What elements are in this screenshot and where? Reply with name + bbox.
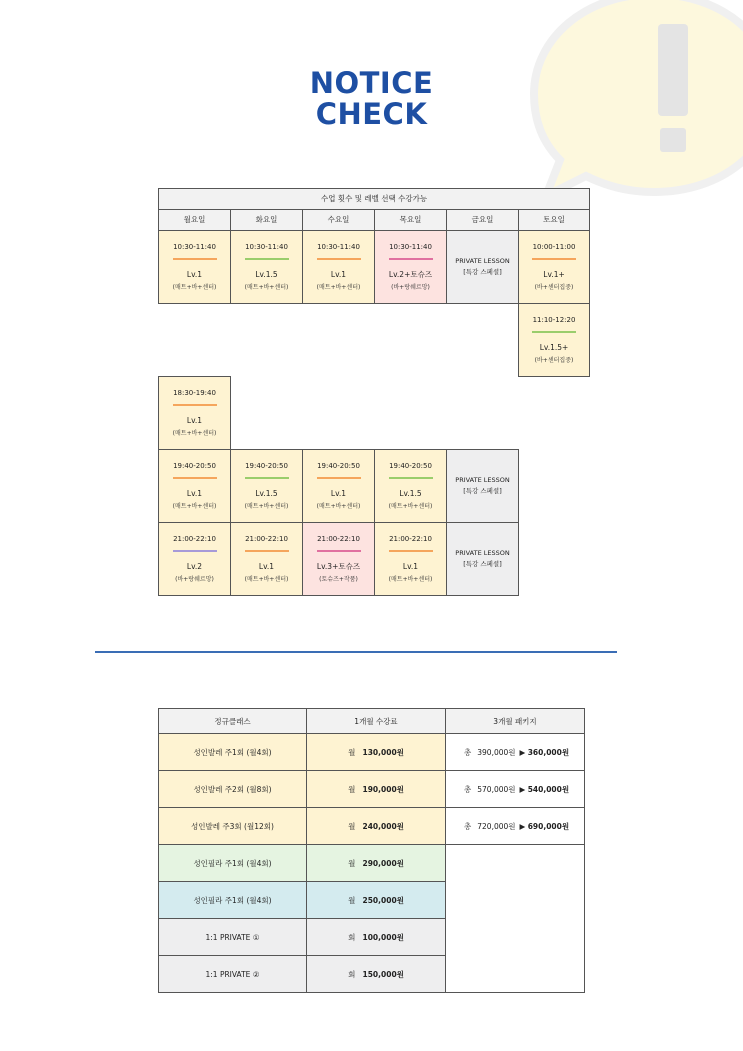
- class-time: 19:40-20:50: [389, 461, 432, 470]
- private-lesson-sub: [특강 스페셜]: [463, 560, 502, 568]
- class-level: Lv.1.5: [255, 488, 278, 498]
- private-lesson-label: PRIVATE LESSON: [455, 549, 510, 557]
- class-content: (매트+바+센터): [244, 502, 289, 510]
- class-time: 11:10-12:20: [532, 315, 576, 324]
- class-name: 성인필라 주1회 (월4회): [159, 882, 307, 919]
- class-level: Lv.1.5+: [539, 342, 569, 352]
- pricing-row: [159, 771, 585, 808]
- class-content: (매트+바+센터): [172, 283, 217, 291]
- class-level: Lv.1.5: [399, 488, 422, 498]
- class-time: 21:00-22:10: [173, 534, 216, 543]
- class-name: 성인발레 주3회 (월12회): [159, 808, 307, 845]
- day-header-row: [159, 210, 590, 231]
- pricing-header-row: [159, 709, 585, 734]
- page-title-line1: NOTICE: [309, 66, 434, 100]
- class-level: Lv.1: [186, 488, 203, 498]
- class-level: Lv.1+: [543, 269, 565, 279]
- pricing-row: [159, 734, 585, 771]
- class-slot: [159, 377, 231, 450]
- monthly-fee: 월 240,000원: [307, 808, 446, 845]
- pricing-row: [159, 845, 585, 882]
- class-name: 1:1 PRIVATE ②: [159, 956, 307, 993]
- private-lesson-label: PRIVATE LESSON: [455, 257, 510, 265]
- class-time: 10:30-11:40: [245, 242, 288, 251]
- class-content: (바+랑쉐르망): [175, 575, 214, 583]
- monthly-fee: 월 290,000원: [307, 845, 446, 882]
- day-header: 토요일: [519, 210, 590, 231]
- class-slot: [303, 231, 375, 304]
- private-lesson-slot: [447, 231, 519, 304]
- class-level: Lv.2: [186, 561, 203, 571]
- class-content: (매트+바+센터): [316, 283, 361, 291]
- class-slot: [519, 304, 590, 377]
- day-header: 목요일: [375, 210, 447, 231]
- class-slot: [231, 231, 303, 304]
- class-slot: [159, 231, 231, 304]
- class-level: Lv.1: [330, 488, 347, 498]
- private-lesson-sub: [특강 스페셜]: [463, 487, 502, 495]
- schedule-caption: 수업 횟수 및 레벨 선택 수강가능: [159, 189, 590, 210]
- class-level: Lv.1: [330, 269, 347, 279]
- pricing-row: [159, 808, 585, 845]
- class-content: (매트+바+센터): [244, 283, 289, 291]
- session-fee: 회 100,000원: [307, 919, 446, 956]
- class-content: (매트+바+센터): [388, 575, 433, 583]
- pricing-header: 1개월 수강료: [307, 709, 446, 734]
- class-content: (바+랑쉐르망): [391, 283, 430, 291]
- class-content: (바+센터집중): [534, 283, 574, 291]
- pricing-header: 3개월 패키지: [446, 709, 585, 734]
- class-content: (매트+바+센터): [172, 502, 217, 510]
- day-header: 화요일: [231, 210, 303, 231]
- class-time: 10:00-11:00: [532, 242, 576, 251]
- class-time: 21:00-22:10: [245, 534, 288, 543]
- class-slot: [375, 450, 447, 523]
- class-slot: [231, 450, 303, 523]
- class-time: 21:00-22:10: [389, 534, 432, 543]
- class-slot: [519, 231, 590, 304]
- package-price: 총 570,000원 ▶ 540,000원: [446, 771, 585, 808]
- private-lesson-slot: [447, 523, 519, 596]
- class-time: 21:00-22:10: [317, 534, 360, 543]
- class-name: 1:1 PRIVATE ①: [159, 919, 307, 956]
- class-level: Lv.1.5: [255, 269, 278, 279]
- class-slot: [375, 231, 447, 304]
- class-time: 19:40-20:50: [245, 461, 288, 470]
- monthly-fee: 월 250,000원: [307, 882, 446, 919]
- class-name: 성인필라 주1회 (월4회): [159, 845, 307, 882]
- private-lesson-slot: [447, 450, 519, 523]
- package-price: 총 720,000원 ▶ 690,000원: [446, 808, 585, 845]
- private-lesson-label: PRIVATE LESSON: [455, 476, 510, 484]
- class-content: (매트+바+센터): [388, 502, 433, 510]
- session-fee: 회 150,000원: [307, 956, 446, 993]
- class-slot: [375, 523, 447, 596]
- class-time: 19:40-20:50: [317, 461, 360, 470]
- class-slot: [159, 450, 231, 523]
- class-content: (바+센터집중): [534, 356, 574, 364]
- class-time: 18:30-19:40: [173, 388, 216, 397]
- class-level: Lv.2+토슈즈: [388, 269, 433, 279]
- class-name: 성인발레 주1회 (월4회): [159, 734, 307, 771]
- pricing-header: 정규클래스: [159, 709, 307, 734]
- private-lesson-sub: [특강 스페셜]: [463, 268, 502, 276]
- package-price: 총 390,000원 ▶ 360,000원: [446, 734, 585, 771]
- day-header: 월요일: [159, 210, 231, 231]
- class-slot: [303, 450, 375, 523]
- class-content: (토슈즈+작품): [319, 575, 358, 583]
- day-header: 금요일: [447, 210, 519, 231]
- class-content: (매트+바+센터): [316, 502, 361, 510]
- class-time: 10:30-11:40: [173, 242, 216, 251]
- class-level: Lv.1: [186, 269, 203, 279]
- class-time: 10:30-11:40: [389, 242, 432, 251]
- day-header: 수요일: [303, 210, 375, 231]
- class-slot: [303, 523, 375, 596]
- class-content: (매트+바+센터): [244, 575, 289, 583]
- monthly-fee: 월 190,000원: [307, 771, 446, 808]
- class-level: Lv.1: [258, 561, 275, 571]
- class-content: (매트+바+센터): [172, 429, 217, 437]
- class-name: 성인발레 주2회 (월8회): [159, 771, 307, 808]
- monthly-fee: 월 130,000원: [307, 734, 446, 771]
- class-time: 10:30-11:40: [317, 242, 360, 251]
- schedule-table: [158, 188, 590, 596]
- section-divider: [95, 651, 617, 653]
- class-slot: [159, 523, 231, 596]
- page-title-line2: CHECK: [315, 97, 428, 131]
- class-level: Lv.1: [186, 415, 203, 425]
- class-time: 19:40-20:50: [173, 461, 216, 470]
- class-level: Lv.1: [402, 561, 419, 571]
- class-level: Lv.3+토슈즈: [316, 561, 361, 571]
- pricing-table: [158, 708, 585, 993]
- class-slot: [231, 523, 303, 596]
